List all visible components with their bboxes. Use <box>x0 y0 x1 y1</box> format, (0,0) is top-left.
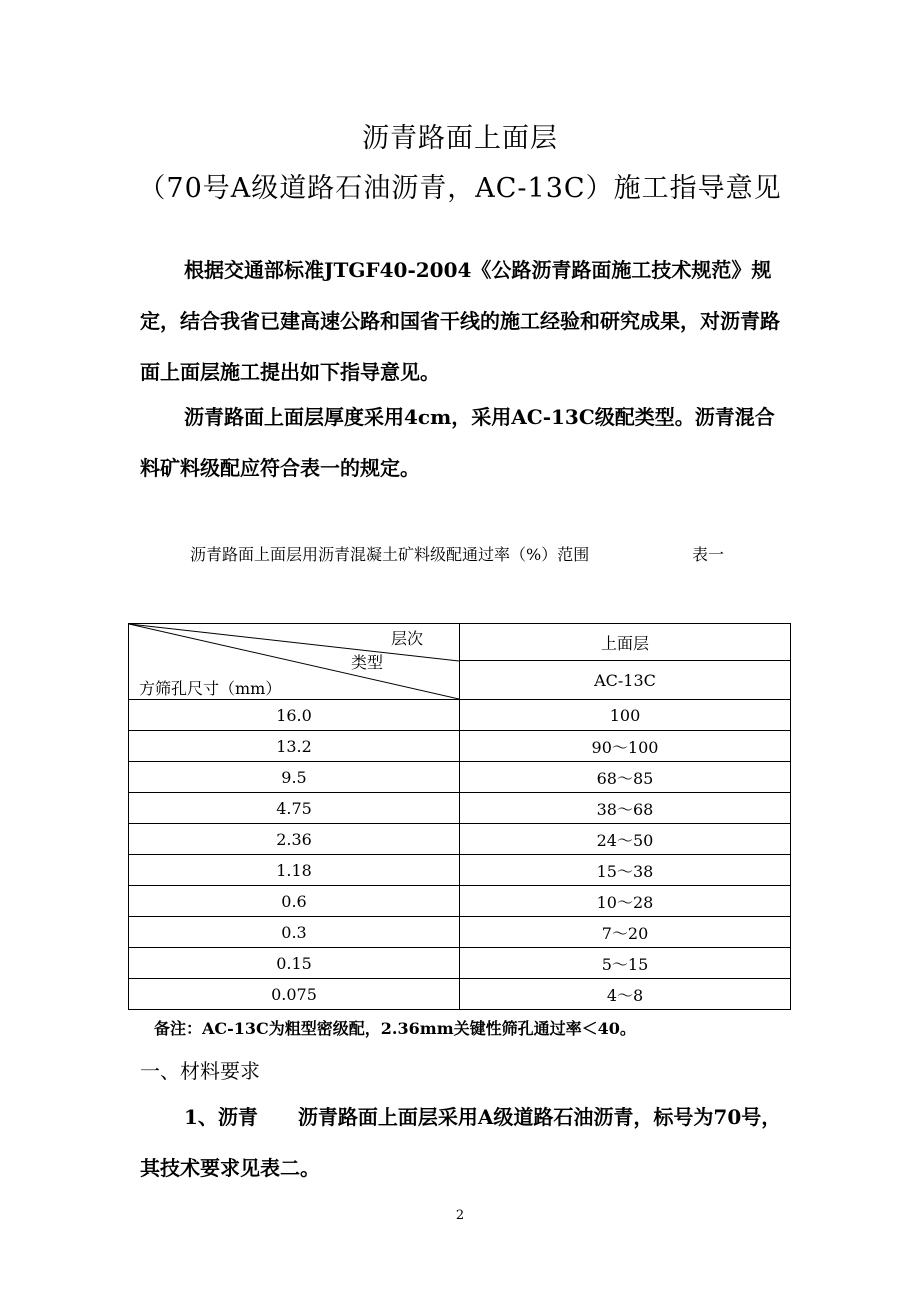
passing-range-cell: 100 <box>460 700 791 731</box>
sieve-size-cell: 0.15 <box>129 948 460 979</box>
material-paragraph: 1、沥青 沥青路面上面层采用A级道路石油沥青，标号为70号，其技术要求见表二。 <box>140 1105 782 1180</box>
intro-paragraph: 根据交通部标准JTGF40-2004《公路沥青路面施工技术规范》规定，结合我省已建高速公路和国省干线的施工经验和研究成果，对沥青路面上面层施工提出如下指导意见。 <box>140 258 780 384</box>
table-note: 备注：AC-13C为粗型密级配，2.36mm关键性筛孔通过率＜40。 <box>154 1019 636 1038</box>
sieve-size-cell: 1.18 <box>129 855 460 886</box>
passing-range-cell: 68～85 <box>460 762 791 793</box>
table-row <box>129 855 791 886</box>
document-title: 沥青路面上面层 <box>362 123 558 154</box>
sieve-size-cell: 0.6 <box>129 886 460 917</box>
table-header-row <box>129 624 791 661</box>
table-caption: 沥青路面上面层用沥青混凝土矿料级配通过率（%）范围 <box>190 545 590 564</box>
header-layer-value: 上面层 <box>460 624 791 661</box>
thickness-paragraph: 沥青路面上面层厚度采用4cm，采用AC-13C级配类型。沥青混合料矿料级配应符合表一的规定。 <box>140 405 775 480</box>
sieve-size-cell: 13.2 <box>129 731 460 762</box>
sieve-size-cell: 4.75 <box>129 793 460 824</box>
table-row <box>129 731 791 762</box>
header-layer-label: 层次 <box>391 629 424 648</box>
sieve-size-cell: 2.36 <box>129 824 460 855</box>
page-number: 2 <box>455 1208 465 1223</box>
header-sieve-label: 方筛孔尺寸（mm） <box>139 679 282 698</box>
gradation-table <box>128 623 791 1010</box>
passing-range-cell: 7～20 <box>460 917 791 948</box>
passing-range-cell: 38～68 <box>460 793 791 824</box>
sieve-size-cell: 0.3 <box>129 917 460 948</box>
table-row <box>129 824 791 855</box>
passing-range-cell: 10～28 <box>460 886 791 917</box>
passing-range-cell: 15～38 <box>460 855 791 886</box>
sieve-size-cell: 16.0 <box>129 700 460 731</box>
table-row <box>129 762 791 793</box>
table-row <box>129 917 791 948</box>
sieve-size-cell: 0.075 <box>129 979 460 1010</box>
passing-range-cell: 24～50 <box>460 824 791 855</box>
passing-range-cell: 5～15 <box>460 948 791 979</box>
header-type-label: 类型 <box>351 653 384 672</box>
sieve-size-cell: 9.5 <box>129 762 460 793</box>
table-row <box>129 948 791 979</box>
document-subtitle: （70号A级道路石油沥青，AC-13C）施工指导意见 <box>138 173 782 204</box>
header-type-value: AC-13C <box>460 661 791 700</box>
table-row <box>129 793 791 824</box>
table-row <box>129 700 791 731</box>
table-tag: 表一 <box>692 545 725 564</box>
table-row <box>129 979 791 1010</box>
table-row <box>129 886 791 917</box>
diagonal-header-cell <box>129 624 460 700</box>
passing-range-cell: 90～100 <box>460 731 791 762</box>
passing-range-cell: 4～8 <box>460 979 791 1010</box>
section-heading: 一、材料要求 <box>140 1059 260 1083</box>
